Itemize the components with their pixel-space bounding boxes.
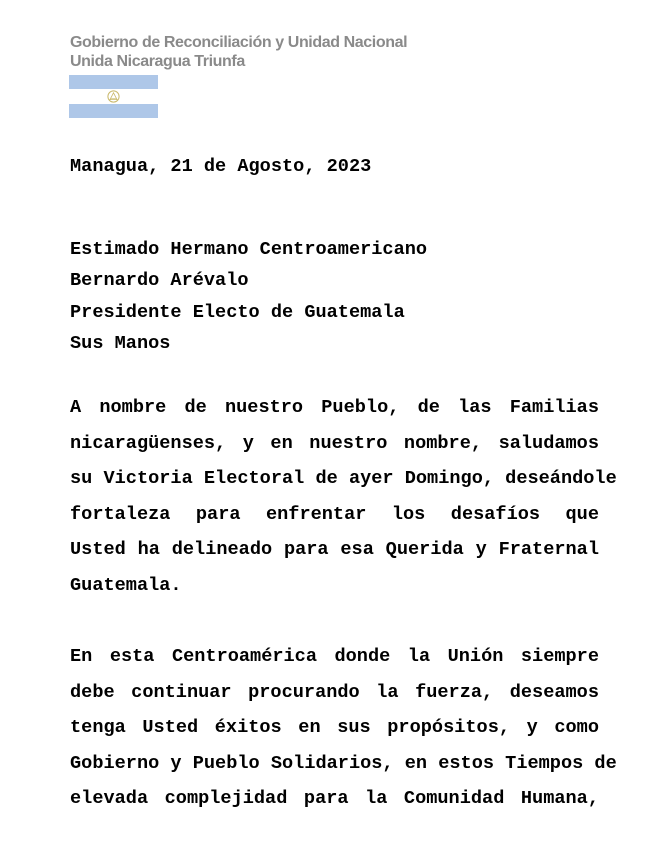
recipient-salutation: Estimado Hermano Centroamericano: [70, 239, 428, 260]
body-paragraph-2: [70, 639, 617, 817]
paragraph-line: elevada complejidad para la Comunidad Humana,: [70, 788, 599, 810]
paragraph-line: A nombre de nuestro Pueblo, de las Familias: [70, 397, 599, 418]
recipient-name: Bernardo Arévalo: [70, 270, 249, 292]
letterhead: [70, 33, 407, 71]
recipient-block: [70, 234, 427, 359]
paragraph-line: Gobierno y Pueblo Solidarios, en estos Tiempos de: [70, 752, 617, 774]
body-paragraph-1: [70, 390, 617, 604]
paragraph-line: En esta Centroamérica donde la Unión siempre: [70, 646, 599, 667]
letterhead-line-slogan: Unida Nicaragua Triunfa: [70, 53, 245, 70]
nicaragua-coat-of-arms-icon: [107, 90, 120, 103]
nicaragua-flag-icon: [69, 75, 158, 118]
paragraph-line: su Victoria Electoral de ayer Domingo, deseándole: [70, 468, 617, 490]
paragraph-line: Guatemala.: [70, 574, 182, 596]
paragraph-line: Usted ha delineado para esa Querida y Fraternal: [70, 539, 599, 561]
recipient-title: Presidente Electo de Guatemala: [70, 301, 405, 323]
flag-band-top: [69, 75, 158, 89]
paragraph-line: debe continuar procurando la fuerza, deseamos: [70, 681, 599, 703]
letterhead-line-government: Gobierno de Reconciliación y Unidad Nacional: [70, 34, 408, 51]
letter-date: Managua, 21 de Agosto, 2023: [70, 156, 372, 177]
paragraph-line: fortaleza para enfrentar los desafíos que: [70, 503, 599, 525]
flag-band-bottom: [69, 104, 158, 118]
paragraph-line: nicaragüenses, y en nuestro nombre, saludamos: [70, 432, 599, 454]
recipient-delivery: Sus Manos: [70, 332, 171, 354]
paragraph-line: tenga Usted éxitos en sus propósitos, y como: [70, 717, 599, 739]
